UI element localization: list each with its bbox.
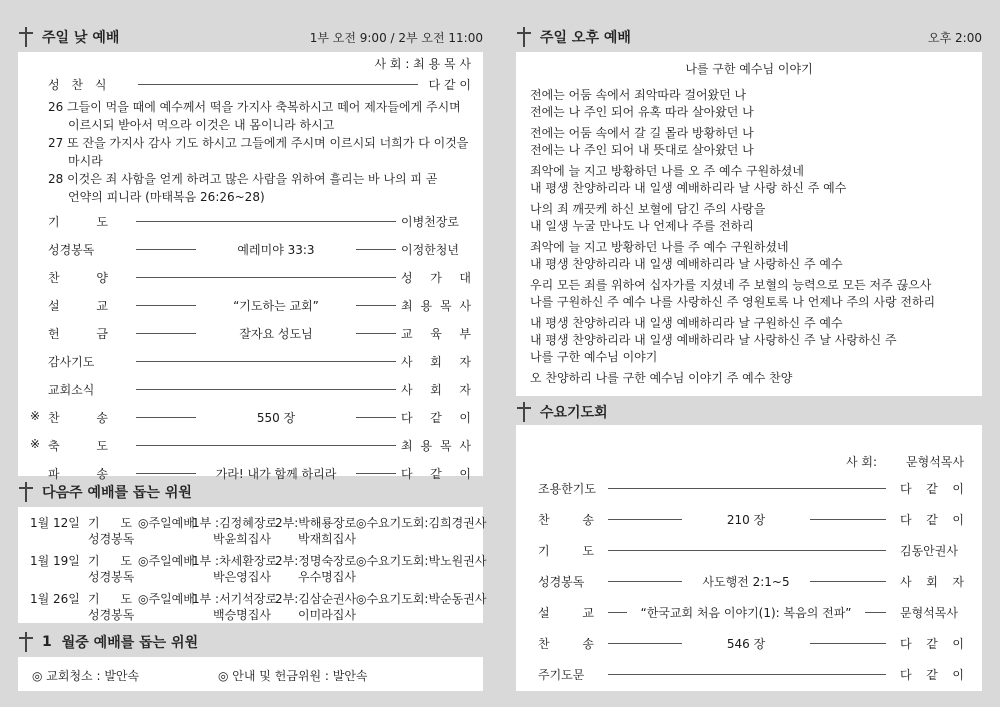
lyric-line: 전에는 어둠 속에서 죄악따라 걸어왔던 나 xyxy=(530,88,747,102)
lyric-line: 우리 모든 죄를 위하여 십자가를 지셨네 주 보혈의 능력으로 모든 저주 끊으사 xyxy=(530,278,932,292)
order-line xyxy=(136,361,396,362)
nw-service: ◎주일예배 xyxy=(138,554,195,568)
scripture-line: 27 또 잔을 가지사 감사 기도 하시고 그들에게 주시며 이르시되 너희가 다 이것을 xyxy=(48,136,469,150)
order-right: 사 회 자 xyxy=(401,383,471,397)
order-line xyxy=(136,277,396,278)
order-right: 이정한청년 xyxy=(401,243,459,257)
morning-title: 주일 낮 예배 xyxy=(42,30,120,46)
afternoon-time: 오후 2:00 xyxy=(928,30,982,45)
wednesday-header xyxy=(516,399,982,425)
order-line-right xyxy=(356,417,396,418)
wed-right: 사 회 자 xyxy=(900,575,964,589)
nw-service: ◎주일예배 xyxy=(138,592,195,606)
nw-role-b: 성경봉독 xyxy=(88,608,135,622)
wed-right: 다 같 이 xyxy=(900,482,964,496)
wed-line-right xyxy=(810,519,886,520)
order-label: 기 도 xyxy=(48,215,108,229)
order-center: 550 장 xyxy=(256,411,296,425)
order-label: 찬 양 xyxy=(48,271,108,285)
afternoon-header xyxy=(516,24,982,50)
lyric-line: 나를 구한 예수님 이야기 xyxy=(530,350,658,364)
order-right: 다 같 이 xyxy=(401,411,471,425)
order-line-right xyxy=(356,305,396,306)
wed-line xyxy=(608,488,886,489)
order-line-right xyxy=(356,333,396,334)
month-cleaning: ◎ 교회청소 : 발안속 xyxy=(32,669,140,683)
nw-date: 1월 26일 xyxy=(30,592,80,606)
nw-p2: 2부:김삼순권사 xyxy=(275,592,357,606)
order-line-left xyxy=(136,417,196,418)
wed-center: 546 장 xyxy=(726,637,766,651)
order-right: 최 용 목 사 xyxy=(401,439,471,453)
lyric-line: 전에는 나 주인 되어 내 뜻대로 살아왔던 나 xyxy=(530,143,754,157)
lyric-line: 죄악에 늘 지고 방황하던 나를 주 예수 구원하셨네 xyxy=(530,240,789,254)
nw-p1: 1부 :서기석장로 xyxy=(192,592,278,606)
wed-label: 기 도 xyxy=(538,544,594,558)
wed-center: 사도행전 2:1~5 xyxy=(702,575,790,589)
order-line-right xyxy=(356,473,396,474)
order-right: 이병천장로 xyxy=(401,215,459,229)
nw-p1: 1부 :김정혜장로 xyxy=(192,516,278,530)
wed-right: 김동안권사 xyxy=(900,544,958,558)
order-mark: ※ xyxy=(30,409,41,423)
communion-line xyxy=(138,84,418,85)
lyric-line: 내 평생 찬양하리라 내 일생 예배하리라 날 사랑하신 주 예수 xyxy=(530,257,843,271)
nw-role-a: 기 도 xyxy=(88,592,132,606)
order-center: 예레미야 33:3 xyxy=(237,243,315,257)
wed-line xyxy=(608,550,886,551)
wed-right: 문형석목사 xyxy=(900,606,958,620)
nw-p1b: 박은영집사 xyxy=(213,570,271,584)
month-title: 월중 예배를 돕는 위원 xyxy=(61,635,199,651)
lyric-line: 나를 구원하신 주 예수 나를 사랑하신 주 영원토록 나 언제나 주의 사랑 전하리 xyxy=(530,295,936,309)
lyric-line: 죄악에 늘 지고 방황하던 나를 오 주 예수 구원하셨네 xyxy=(530,164,804,178)
afternoon-box xyxy=(516,52,982,396)
order-label: 감사기도 xyxy=(48,355,95,369)
nw-role-b: 성경봉독 xyxy=(88,532,135,546)
morning-header xyxy=(18,24,483,50)
scripture-line: 이르시되 받아서 먹으라 이것은 내 몸이니라 하시고 xyxy=(68,118,335,132)
wed-center: “한국교회 처음 이야기(1): 복음의 전파” xyxy=(640,606,852,620)
nw-p2b: 박재희집사 xyxy=(298,532,356,546)
wed-line-left xyxy=(608,519,682,520)
order-label: 파 송 xyxy=(48,467,108,481)
wed-line-right xyxy=(810,581,886,582)
order-line-left xyxy=(136,333,196,334)
order-right: 교 육 부 xyxy=(401,327,471,341)
wed-center: 210 장 xyxy=(726,513,766,527)
lyric-line: 내 평생 찬양하리라 내 일생 예배하리라 날 사랑 하신 주 예수 xyxy=(530,181,847,195)
afternoon-title: 주일 오후 예배 xyxy=(540,30,631,46)
nw-wed: ◎수요기도회:박노원권사 xyxy=(356,554,487,568)
morning-leader: 사 회 : 최 용 목 사 xyxy=(374,57,471,71)
order-right: 사 회 자 xyxy=(401,355,471,369)
order-line xyxy=(136,389,396,390)
cross-icon xyxy=(516,402,532,422)
month-usher: ◎ 안내 및 헌금위원 : 발안속 xyxy=(218,669,368,683)
nextweek-box xyxy=(18,507,487,623)
nw-p2: 2부:정명숙장로 xyxy=(275,554,357,568)
wed-right: 다 같 이 xyxy=(900,513,964,527)
scripture-line: 28 이것은 죄 사함을 얻게 하려고 많은 사람을 위하여 흘리는 바 나의 피 곧 xyxy=(48,172,438,186)
communion-label: 성 찬 식 xyxy=(48,78,107,92)
wednesday-title: 수요기도회 xyxy=(540,405,608,421)
wednesday-leader: 문형석목사 xyxy=(906,455,964,469)
wed-label: 찬 송 xyxy=(538,637,594,651)
wed-right: 다 같 이 xyxy=(900,668,964,682)
scripture-line: 언약의 피니라 (마태복음 26:26~28) xyxy=(68,190,265,204)
wed-label: 찬 송 xyxy=(538,513,594,527)
wed-label: 성경봉독 xyxy=(538,575,585,589)
wed-line-right xyxy=(810,643,886,644)
order-line-left xyxy=(136,473,196,474)
order-line xyxy=(136,221,396,222)
scripture-line: 26 그들이 먹을 때에 예수께서 떡을 가지사 축복하시고 떼어 제자들에게 주시며 xyxy=(48,100,461,114)
order-center: 가라! 내가 함께 하리라 xyxy=(215,467,337,481)
nw-role-b: 성경봉독 xyxy=(88,570,135,584)
wed-line-right xyxy=(865,612,886,613)
wed-right: 다 같 이 xyxy=(900,637,964,651)
order-right: 성 가 대 xyxy=(401,271,471,285)
order-label: 설 교 xyxy=(48,299,108,313)
order-line-right xyxy=(356,249,396,250)
morning-box xyxy=(18,52,483,481)
order-center: “기도하는 교회” xyxy=(233,299,319,313)
nw-p2b: 이미라집사 xyxy=(298,608,356,622)
order-label: 헌 금 xyxy=(48,327,108,341)
lyric-line: 내 평생 찬양하리라 내 일생 예배하리라 날 사랑하신 주 날 사랑하신 주 xyxy=(530,333,897,347)
morning-time: 1부 오전 9:00 / 2부 오전 11:00 xyxy=(309,30,483,45)
order-label: 찬 송 xyxy=(48,411,108,425)
order-line-left xyxy=(136,305,196,306)
order-line-left xyxy=(136,249,196,250)
order-mark: ※ xyxy=(30,437,41,451)
cross-icon xyxy=(18,632,34,652)
lyric-line: 나의 죄 깨끗케 하신 보혈에 담긴 주의 사랑을 xyxy=(530,202,766,216)
lyric-line: 내 평생 찬양하리라 내 일생 예배하리라 날 구원하신 주 예수 xyxy=(530,316,843,330)
nw-wed: ◎수요기도회:김희경권사 xyxy=(356,516,487,530)
month-box xyxy=(18,657,483,691)
order-right: 최 용 목 사 xyxy=(401,299,471,313)
nw-wed: ◎수요기도회:박순동권사 xyxy=(356,592,487,606)
lyric-line: 오 찬양하리 나를 구한 예수님 이야기 주 예수 찬양 xyxy=(530,371,793,385)
order-label: 교회소식 xyxy=(48,383,95,397)
wed-line-left xyxy=(608,581,682,582)
order-label: 축 도 xyxy=(48,439,108,453)
wednesday-box xyxy=(516,425,982,691)
wed-label: 주기도문 xyxy=(538,668,585,682)
nw-date: 1월 19일 xyxy=(30,554,80,568)
cross-icon xyxy=(18,482,34,502)
wed-line-left xyxy=(608,612,627,613)
communion-right: 다 같 이 xyxy=(428,78,471,92)
nw-p2: 2부:박해룡장로 xyxy=(275,516,357,530)
month-header xyxy=(18,629,483,655)
order-center: 잘자요 성도님 xyxy=(239,327,313,341)
nextweek-header xyxy=(18,479,483,505)
lyric-line: 내 일생 누굴 만나도 나 언제나 주를 전하리 xyxy=(530,219,754,233)
lyric-line: 전에는 어둠 속에서 갈 길 몰라 방황하던 나 xyxy=(530,126,754,140)
lyric-line: 전에는 나 주인 되어 유혹 따라 살아왔던 나 xyxy=(530,105,754,119)
month-title-num: 1 xyxy=(42,634,52,650)
wed-line xyxy=(608,674,886,675)
nw-p1b: 백승명집사 xyxy=(213,608,271,622)
order-label: 성경봉독 xyxy=(48,243,95,257)
song-title: 나를 구한 예수님 이야기 xyxy=(685,62,813,76)
nw-p1b: 박윤희집사 xyxy=(213,532,271,546)
order-right: 다 같 이 xyxy=(401,467,471,481)
nw-p1: 1부 :차세환장로 xyxy=(192,554,278,568)
nw-date: 1월 12일 xyxy=(30,516,80,530)
wed-label: 설 교 xyxy=(538,606,594,620)
scripture-line: 마시라 xyxy=(68,154,103,168)
wednesday-leader-label: 사 회: xyxy=(846,455,878,469)
wed-label: 조용한기도 xyxy=(538,482,596,496)
wed-line-left xyxy=(608,643,682,644)
nextweek-title: 다음주 예배를 돕는 위원 xyxy=(42,485,192,501)
nw-service: ◎주일예배 xyxy=(138,516,195,530)
nw-p2b: 우수명집사 xyxy=(298,570,356,584)
cross-icon xyxy=(18,27,34,47)
cross-icon xyxy=(516,27,532,47)
order-line xyxy=(136,445,396,446)
nw-role-a: 기 도 xyxy=(88,516,132,530)
nw-role-a: 기 도 xyxy=(88,554,132,568)
